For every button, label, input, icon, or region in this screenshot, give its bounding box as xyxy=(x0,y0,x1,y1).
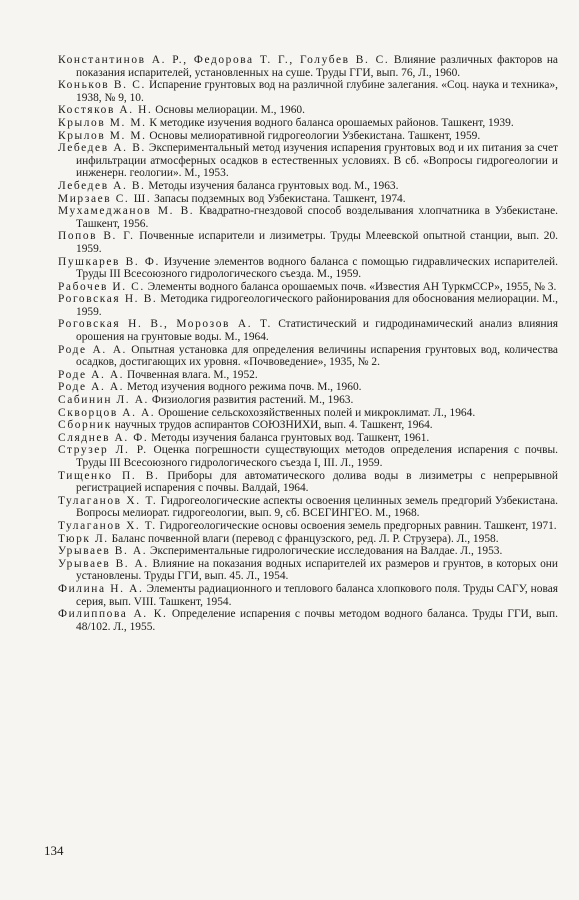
bibliography-entry xyxy=(58,419,558,432)
bibliography-entry xyxy=(58,495,558,520)
entry-text: Методика гидрогеологического районирования для обоснования мелиорации. М., 1959. xyxy=(76,293,558,318)
bibliography-entry xyxy=(58,180,558,193)
entry-author: Попов В. Г. xyxy=(58,230,135,243)
entry-author: Костяков А. Н. xyxy=(58,104,153,117)
bibliography-entry xyxy=(58,205,558,230)
entry-text: Опытная установка для определения величины испарения грунтовых вод, количества осадков, достигающих их уровня. «Почвоведение», 1935, № 2. xyxy=(76,343,558,369)
entry-author: Крылов М. М. xyxy=(58,116,147,129)
bibliography-entry xyxy=(58,545,558,558)
entry-text: Квадратно-гнездовой способ возделывания хлопчатника в Узбекистане. Ташкент, 1956. xyxy=(76,205,559,230)
entry-author: Роде А. А. xyxy=(58,343,127,356)
bibliography-entry xyxy=(58,256,558,281)
entry-text: Влияние различных факторов на показания испарителей, установленных на суше. Труды ГГИ, вып. 76, Л., 1960. xyxy=(76,54,558,79)
entry-text: Оценка погрешности существующих методов определения испарения с почвы. Труды III Всесоюзного гидрологического съезда I, III. Л., 1959. xyxy=(76,444,558,469)
bibliography-entry xyxy=(58,344,558,369)
entry-text: Запасы подземных вод Узбекистана. Ташкент, 1974. xyxy=(151,192,406,205)
page-number: 134 xyxy=(44,843,64,858)
bibliography-entry xyxy=(58,558,558,583)
bibliography-entry xyxy=(58,583,558,608)
entry-text: Изучение элементов водного баланса с помощью гидравлических испарителей. Труды III Всесоюзного гидрологического съезда. М., 1959. xyxy=(76,255,558,281)
bibliography-entry xyxy=(58,520,558,533)
bibliography-entry xyxy=(58,608,558,633)
entry-text: Гидрогеологические аспекты освоения целинных земель предгорий Узбекистана. Вопросы мелиорат. гидрогеологии, вып. 9, сб. ВСЕГИНГЕО. М., 1968. xyxy=(76,494,558,520)
bibliography-entry xyxy=(58,117,558,130)
entry-author: Тищенко П. В. xyxy=(58,469,160,482)
bibliography-entry xyxy=(58,230,558,255)
bibliography-entry xyxy=(58,533,558,546)
entry-author: Урываев В. А. xyxy=(58,545,148,558)
entry-text: К методике изучения водного баланса орошаемых районов. Ташкент, 1939. xyxy=(146,116,514,129)
entry-text: Физиология развития растений. М., 1963. xyxy=(148,394,354,407)
bibliography-entry xyxy=(58,104,558,117)
entry-text: Баланс почвенной влаги (перевод с французского, ред. Л. Р. Струзера). Л., 1958. xyxy=(108,532,499,545)
entry-author: Филина Н. А. xyxy=(58,582,144,595)
entry-text: Основы мелиоративной гидрогеологии Узбекистана. Ташкент, 1959. xyxy=(146,129,481,142)
bibliography-entry xyxy=(58,444,558,469)
entry-text: научных трудов аспирантов СОЮЗНИХИ, вып. 4. Ташкент, 1964. xyxy=(111,419,433,432)
bibliography-entry xyxy=(58,293,558,318)
entry-text: Элементы водного баланса орошаемых почв. «Известия АН ТуркмССР», 1955, № 3. xyxy=(144,280,557,293)
entry-text: Почвенные испарители и лизиметры. Труды Млеевской опытной станции, вып. 20. 1959. xyxy=(76,230,558,255)
entry-author: Тулаганов Х. Т. xyxy=(58,494,158,507)
entry-author: Рабочев И. С. xyxy=(58,280,145,293)
entry-author: Сборник xyxy=(58,419,112,432)
entry-author: Лебедев А. В. xyxy=(58,142,146,155)
entry-text: Определение испарения с почвы методом водного баланса. Труды ГГИ, вып. 48/102. Л., 1955. xyxy=(76,608,558,633)
bibliography-entry xyxy=(58,193,558,206)
entry-text: Методы изучения баланса грунтовых вод. М., 1963. xyxy=(145,179,399,192)
entry-text: Методы изучения баланса грунтовых вод. Ташкент, 1961. xyxy=(148,431,430,444)
entry-text: Метод изучения водного режима почв. М., 1960. xyxy=(124,381,362,394)
entry-author: Урываев В. А. xyxy=(58,557,149,570)
bibliography-entry xyxy=(58,142,558,180)
entry-author: Сляднев А. Ф. xyxy=(58,431,149,444)
bibliography-entry xyxy=(58,369,558,382)
entry-text: Почвенная влага. М., 1952. xyxy=(124,368,258,381)
entry-text: Экспериментальный метод изучения испарения грунтовых вод и их питания за счет инфильтрации атмосферных осадков в естественных условиях. В сб. «Вопросы гидрогеологии и инженерн. геологии». М., 1953. xyxy=(76,142,558,180)
entry-author: Роде А. А. xyxy=(58,368,125,381)
entry-author: Скворцов А. А. xyxy=(58,406,156,419)
bibliography-entry xyxy=(58,407,558,420)
entry-author: Тюрк Л. xyxy=(58,532,109,545)
entry-text: Основы мелиорации. М., 1960. xyxy=(152,104,305,117)
bibliography-entry xyxy=(58,318,558,343)
entry-author: Мирзаев С. Ш. xyxy=(58,192,152,205)
entry-text: Статистический и гидродинамический анализ влияния орошения на грунтовые воды. М., 1964. xyxy=(76,318,558,344)
bibliography-entry xyxy=(58,281,558,294)
entry-author: Роде А. А. xyxy=(58,381,125,394)
entry-text: Гидрогеологические основы освоения земель предгорных равнин. Ташкент, 1971. xyxy=(156,519,557,532)
entry-author: Струзер Л. Р. xyxy=(58,444,148,457)
entry-text: Испарение грунтовых вод на различной глубине залегания. «Соц. наука и техника», 1938, № 9, 10. xyxy=(76,79,558,104)
entry-text: Приборы для автоматического долива воды в лизиметры с непрерывной регистрацией испарения с почвы. Валдай, 1964. xyxy=(76,469,559,495)
entry-author: Крылов М. М. xyxy=(58,129,147,142)
entry-author: Лебедев А. В. xyxy=(58,179,146,192)
entry-author: Мухамеджанов М. В. xyxy=(58,205,195,218)
entry-author: Константинов А. Р., Федорова Т. Г., Голубев В. С. xyxy=(58,54,390,66)
entry-author: Филиппова А. К. xyxy=(58,608,168,621)
entry-text: Экспериментальные гидрологические исследования на Валдае. Л., 1953. xyxy=(147,545,503,558)
entry-author: Сабинин Л. А. xyxy=(58,394,149,407)
entry-text: Элементы радиационного и теплового баланса хлопкового поля. Труды САГУ, новая серия, вып. VIII. Ташкент, 1954. xyxy=(76,582,558,608)
bibliography-list xyxy=(58,54,558,633)
entry-text: Влияние на показания водных испарителей их размеров и грунтов, в которых они установлены. Труды ГГИ, вып. 45. Л., 1954. xyxy=(76,557,558,583)
entry-author: Коньков В. С. xyxy=(58,79,146,92)
entry-author: Пушкарев В. Ф. xyxy=(58,255,160,268)
entry-text: Орошение сельскохозяйственных полей и микроклимат. Л., 1964. xyxy=(155,406,476,419)
bibliography-entry xyxy=(58,54,558,79)
bibliography-entry xyxy=(58,381,558,394)
bibliography-entry xyxy=(58,470,558,495)
bibliography-entry xyxy=(58,130,558,143)
entry-author: Роговская Н. В. xyxy=(58,293,158,306)
entry-author: Тулаганов Х. Т. xyxy=(58,519,157,532)
bibliography-entry xyxy=(58,432,558,445)
entry-author: Роговская Н. В., Морозов А. Т. xyxy=(58,318,272,331)
bibliography-entry xyxy=(58,394,558,407)
bibliography-entry xyxy=(58,79,558,104)
